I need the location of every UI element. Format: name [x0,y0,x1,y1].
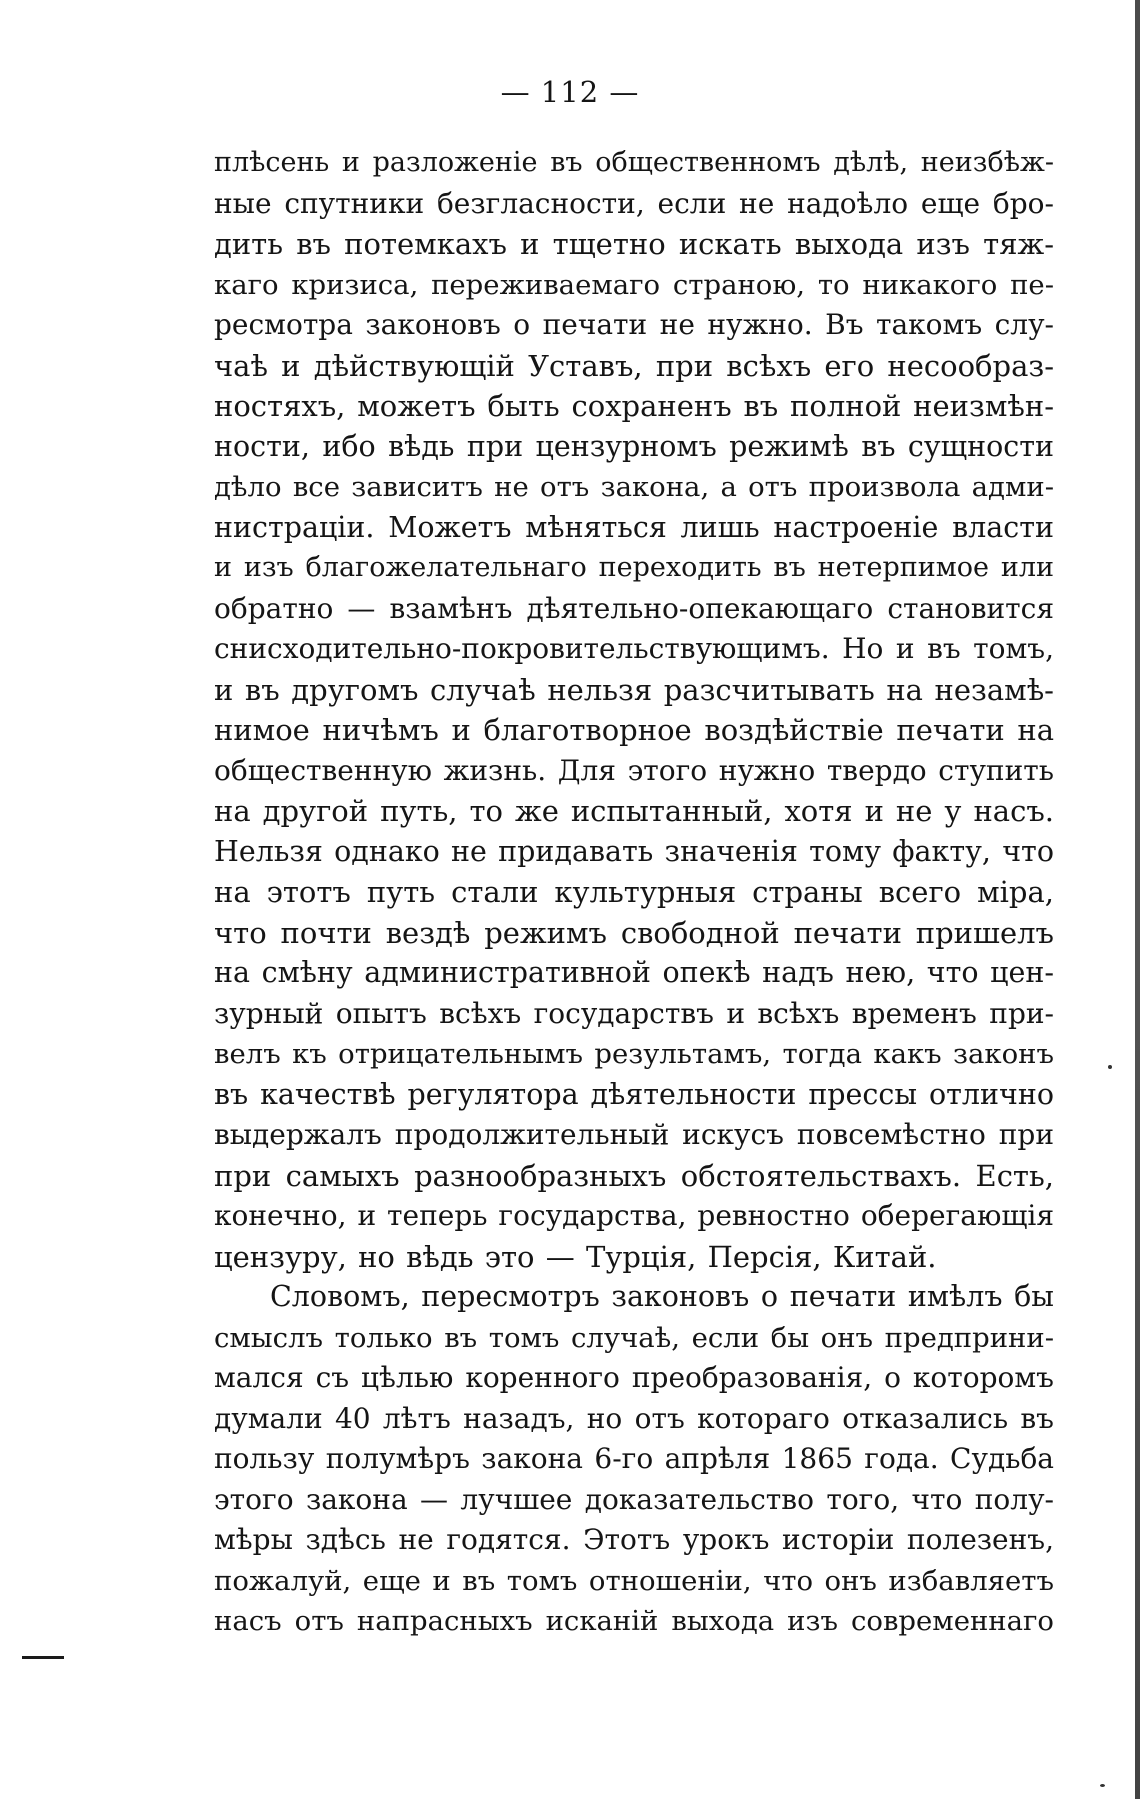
text-line: дѣло все зависитъ не отъ закона, а отъ произвола адми- [214,471,1054,503]
text-line: въ качествѣ регулятора дѣятельности прессы отлично [214,1077,1054,1111]
text-line: мался съ цѣлью коренного преобразованія, о которомъ [214,1361,1054,1394]
text-line: что почти вездѣ режимъ свободной печати пришелъ [214,915,1054,950]
text-line: на этотъ путь стали культурныя страны всего міра, [214,875,1054,909]
speck [1100,1784,1105,1787]
text-line: думали 40 лѣтъ назадъ, но отъ котораго отказались въ [214,1401,1054,1435]
paragraph-1 [214,143,1054,1277]
text-line: ные спутники безгласности, если не надоѣло еще бро- [214,186,1054,220]
text-line: на смѣну административной опекѣ надъ нею, что цен- [214,956,1054,989]
text-line: на другой путь, то же испытанный, хотя и не у насъ. [214,794,1054,828]
text-line: дить въ потемкахъ и тщетно искать выхода изъ тяж- [214,227,1054,261]
text-line: ресмотра законовъ о печати не нужно. Въ такомъ слу- [214,308,1054,341]
text-column [214,143,1054,1642]
text-line: нистраціи. Можетъ мѣняться лишь настроеніе власти [214,510,1054,544]
page-number: — 112 — [500,75,640,109]
text-line: конечно, и теперь государства, ревностно оберегающія [214,1199,1054,1232]
text-line: пользу полумѣръ закона 6-го апрѣля 1865 года. Судьба [214,1442,1054,1475]
text-line: и въ другомъ случаѣ нельзя разсчитывать на незамѣ- [214,672,1054,707]
text-line: смыслъ только въ томъ случаѣ, если бы онъ предприни- [214,1321,1054,1354]
text-line: ностяхъ, можетъ быть сохраненъ въ полной неизмѣн- [214,389,1054,423]
speck [1108,1065,1112,1069]
text-line: ности, ибо вѣдь при цензурномъ режимѣ въ сущности [214,429,1054,463]
text-line: насъ отъ напрасныхъ исканій выхода изъ современнаго [214,1605,1054,1637]
text-line: чаѣ и дѣйствующій Уставъ, при всѣхъ его несообраз- [214,348,1054,383]
text-line: нимое ничѣмъ и благотворное воздѣйствіе печати на [214,713,1054,747]
text-line: обратно — взамѣнъ дѣятельно-опекающаго становится [214,591,1054,625]
text-line: и изъ благожелательнаго переходить въ нетерпимое или [214,552,1054,583]
text-line: этого закона — лучшее доказательство того, что полу- [214,1482,1054,1516]
text-line: при самыхъ разнообразныхъ обстоятельствахъ. Есть, [214,1158,1054,1193]
text-line: снисходительно-покровительствующимъ. Но и въ томъ, [214,632,1054,665]
margin-mark [22,1656,64,1659]
text-line: велъ къ отрицательнымъ результамъ, тогда какъ законъ [214,1038,1054,1070]
text-line: каго кризиса, переживаемаго страною, то никакого пе- [214,268,1054,301]
text-line: Словомъ, пересмотръ законовъ о печати имѣлъ бы [270,1280,1054,1313]
paragraph-2 [214,1277,1054,1642]
text-line: общественную жизнь. Для этого нужно твердо ступить [214,753,1054,787]
text-line: выдержалъ продолжительный искусъ повсемѣстно при [214,1118,1054,1151]
text-line: Нельзя однако не придавать значенія тому факту, что [214,834,1054,868]
text-line: плѣсень и разложеніе въ общественномъ дѣлѣ, неизбѣж- [214,147,1054,178]
text-line: зурный опытъ всѣхъ государствъ и всѣхъ временъ при- [214,996,1054,1030]
text-line: мѣры здѣсь не годятся. Этотъ урокъ исторіи полезенъ, [214,1523,1054,1556]
page-edge-shadow [1135,0,1140,1799]
text-line: пожалуй, еще и въ томъ отношеніи, что онъ избавляетъ [214,1564,1054,1597]
text-line: цензуру, но вѣдь это — Турція, Персія, Китай. [214,1239,937,1274]
